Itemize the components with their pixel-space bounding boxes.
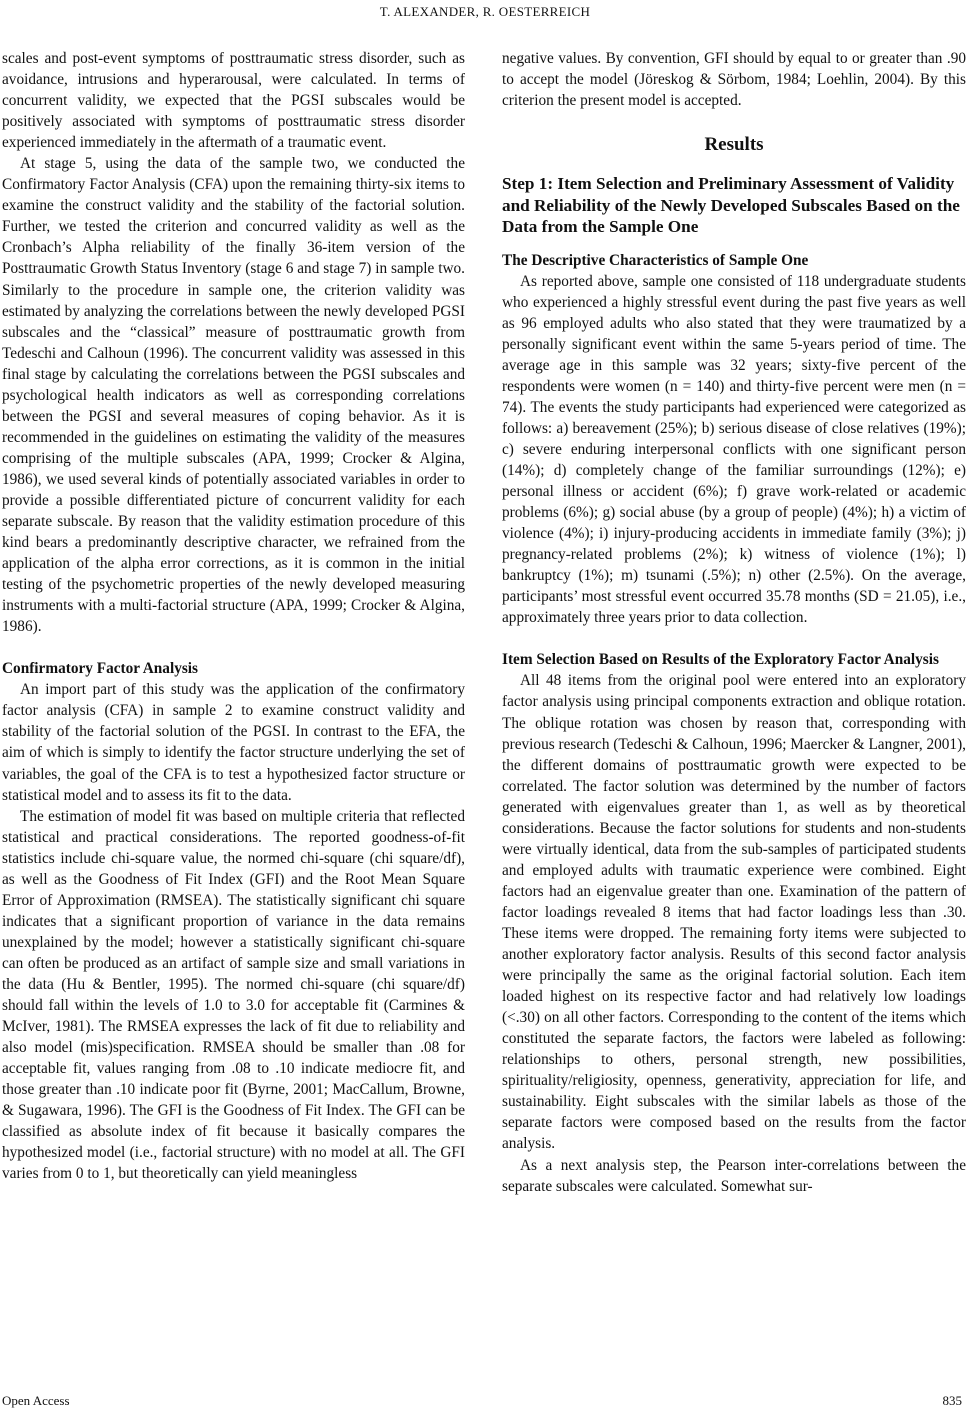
paragraph: The estimation of model fit was based on multiple criteria that reflected statistical and practical considerations. The reported goodness-of-fit statistics include chi-square value, the normed chi-square (chi square/df), as well as the Goodness of Fit Index (GFI) and the Root Mean Square Error of Approximation (RMSEA). The statistically significant chi square indicates that a significant proportion of variance in the data remains unexplained by the model; however a statistically significant chi-square can often be produced as an artifact of sample size and small variations in the data (Hu & Bentler, 1995). The normed chi-square (chi square/df) should fall within the levels of 1.0 to 3.0 for acceptable fit (Carmines & McIver, 1981). The RMSEA expresses the lack of fit due to reliability and also model (mis)specification. RMSEA should be smaller than .08 for acceptable fit, values ranging from .08 to .10 indicate mediocre fit, and those greater than .10 indicate poor fit (Byrne, 2001; MacCallum, Browne, & Sugawara, 1996). The GFI is the Goodness of Fit Index. The GFI can be classified as absolute index of fit because it basically compares the hypothesized model (i.e., factorial structure) with no model at all. The GFI varies from 0 to 1, but theoretically can yield meaningless [2,807,465,1183]
paragraph: All 48 items from the original pool were entered into an exploratory factor analysis using principal components extraction and oblique rotation. The oblique rotation was chosen by reason that, corresponding with previous research (Tedeschi & Calhoun, 1996; Maercker & Langner, 2001), the different domains of posttraumatic growth were expected to be correlated. The factor solution was determined by the number of factors generated with eigenvalues greater than 1, as well as by theoretical considerations. Because the factor solutions for students and non-students were virtually identical, data from the sub-samples of participated students and employed adults with traumatic experience were combined. Eight factors had an eigenvalue greater than one. Examination of the pattern of factor loadings revealed 8 items that had factor loadings less than .30. These items were dropped. The remaining forty items were subjected to another exploratory factor analysis. Results of this second factor analysis were principally the same as the original factorial solution. Each item loaded highest on its respective factor and had relatively low loadings (<.30) on all other factors. Corresponding to the content of the items which constituted the separate factors, the factors were labeled as following: relationships to others, personal strength, new possibilities, spirituality/religiosity, openness, generativity, appreciation for life, and sustainability. Eight subscales with the similar labels as those of the separate factors were composed based on the results from the factor analysis. [502,672,966,1153]
left-column [2,48,465,1184]
paragraph: scales and post-event symptoms of posttraumatic stress disorder, such as avoidance, intrusions and hyperarousal, were calculated. In terms of concurrent validity, we expected that the PGSI subscales would be positively associated with symptoms of posttraumatic stress disorder experienced immediately in the aftermath of a traumatic event. [2,50,465,152]
page-number: 835 [942,1393,962,1408]
running-header: T. ALEXANDER, R. OESTERREICH [379,4,591,19]
paragraph: negative values. By convention, GFI should by equal to or greater than .90 to accept the model (Jöreskog & Sörbom, 1984; Loehlin, 2004). By this criterion the present model is accepted. [502,50,966,110]
paragraph: An import part of this study was the application of the confirmatory factor analysis (CFA) in sample 2 to examine construct validity and stability of the factorial solution of the PGSI. In contrast to the EFA, the aim of which is simply to identify the factor structure underlying the set of variables, the goal of the CFA is to test a hypothesized factor structure or statistical model and to assess its fit to the data. [2,681,465,804]
paragraph: At stage 5, using the data of the sample two, we conducted the Confirmatory Factor Analysis (CFA) upon the remaining thirty-six items to examine the construct validity and the stability of the factorial solution. Further, we tested the criterion and concurred validity as well as the Cronbach’s Alpha reliability of the finally 36-item version of the Posttraumatic Growth Status Inventory (stage 6 and stage 7) in sample two. Similarly to the procedure in sample one, the criterion validity was estimated by analyzing the correlations between the newly developed PGSI subscales and the “classical” measure of posttraumatic growth from Tedeschi and Calhoun (1996). The concurrent validity was assessed in this final stage by calculating the correlations between the PGSI subscales and psychological health indicators as well as corresponding correlations between the PGSI and several measures of coping behavior. As it is recommended in the guidelines on estimating the validity of the measures comprising of the multiple subscales (APA, 1999; Crocker & Algina, 1986), we used several kinds of potentially associated variables in order to provide a possible differentiated picture of concurrent validity for each separate subscale. By reason that the validity estimation procedure of this kind bears a predominantly descriptive character, we refrained from the application of the alpha error corrections, as it is common in the initial testing of the psychometric properties of the newly developed measuring instruments with a multi-factorial structure (APA, 1999; Crocker & Algina, 1986). [2,155,465,636]
subsection-heading-item-selection: Item Selection Based on Results of the Exploratory Factor Analysis [502,651,939,669]
right-column [502,48,966,1197]
paragraph: As a next analysis step, the Pearson inter-correlations between the separate subscales were calculated. Somewhat sur- [502,1156,966,1195]
paragraph: As reported above, sample one consisted of 118 undergraduate students who experienced a highly stressful event during the past five years as well as 96 employed adults who also stated that they were traumatized by a personally significant event within the same 5-years period of time. The average age in this sample was 32 years; sixty-five percent of the respondents were women (n = 140) and thirty-five percent were men (n = 74). The events the study participants had experienced were categorized as follows: a) bereavement (25%); b) serious disease of close relatives (19%); c) severe enduring interpersonal conflicts with one significant person (14%); d) completely change of the familiar surroundings (12%); e) personal illness or accident (6%); f) grave work-related or academic problems (6%); g) social abuse (by a group of people) (4%); h) a victim of violence (4%); i) injury-producing accidents in immediate family (3%); j) pregnancy-related problems (2%); k) witness of violence (1%); l) bankruptcy (1%); m) tsunami (.5%); n) other (2.5%). On the average, participants’ most stressful event occurred 35.78 months (SD = 21.05), i.e., approximately three years prior to data collection. [502,272,966,627]
section-heading-step1: Step 1: Item Selection and Preliminary Assessment of Validity and Reliability of the Newly Developed Subscales Based on the Data from the Sample One [502,174,960,237]
footer-open-access: Open Access [2,1393,70,1408]
section-heading-results: Results [704,134,764,156]
subsection-heading-descriptive: The Descriptive Characteristics of Sample One [502,251,809,269]
subsection-heading-cfa: Confirmatory Factor Analysis [2,660,199,678]
